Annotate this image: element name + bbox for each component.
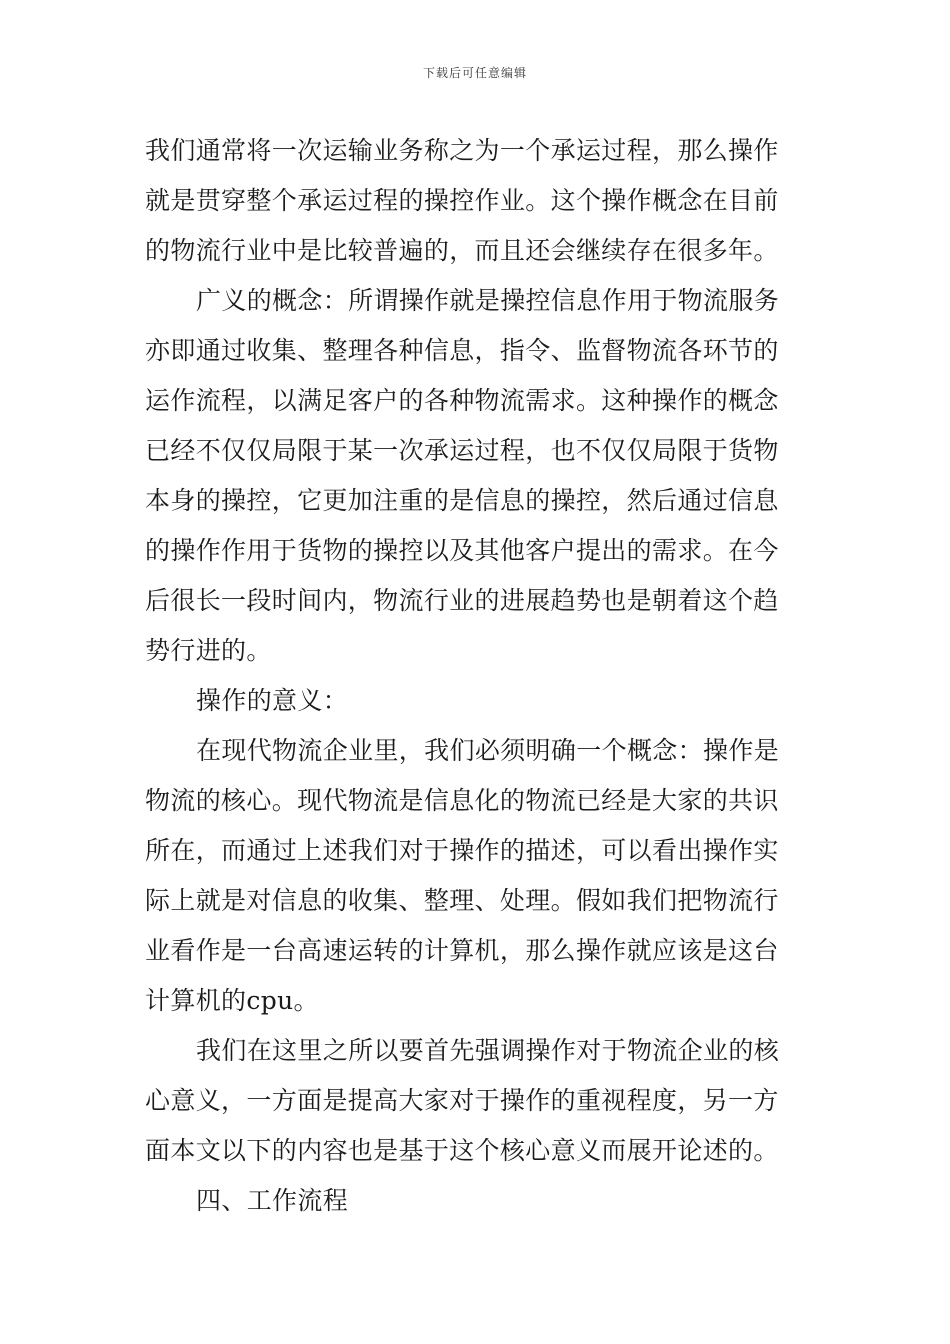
text-line: 的操作作用于货物的操控以及其他客户提出的需求。在今 — [145, 536, 779, 565]
text-line: 就是贯穿整个承运过程的操控作业。这个操作概念在目前 — [145, 186, 779, 215]
section-heading: 四、工作流程 — [196, 1186, 349, 1215]
text-line: 运作流程，以满足客户的各种物流需求。这种操作的概念 — [145, 386, 779, 415]
text-line: 物流的核心。现代物流是信息化的物流已经是大家的共识 — [145, 786, 779, 815]
text-line: 所在，而通过上述我们对于操作的描述，可以看出操作实 — [145, 836, 779, 865]
text-line: 广义的概念：所谓操作就是操控信息作用于物流服务 — [196, 286, 780, 315]
text-line: 心意义，一方面是提高大家对于操作的重视程度，另一方 — [145, 1086, 779, 1115]
text-line: 我们在这里之所以要首先强调操作对于物流企业的核 — [196, 1036, 780, 1065]
text-line: 在现代物流企业里，我们必须明确一个概念：操作是 — [196, 736, 780, 765]
text-line: 亦即通过收集、整理各种信息，指令、监督物流各环节的 — [145, 336, 779, 365]
document-body — [145, 126, 807, 1226]
page-header-note: 下载后可任意编辑 — [422, 66, 527, 80]
section-heading: 操作的意义： — [196, 686, 349, 715]
text-line: 本身的操控，它更加注重的是信息的操控，然后通过信息 — [145, 486, 779, 515]
text-line: 我们通常将一次运输业务称之为一个承运过程，那么操作 — [145, 136, 779, 165]
text-line: 面本文以下的内容也是基于这个核心意义而展开论述的。 — [145, 1136, 779, 1165]
text-line: 业看作是一台高速运转的计算机，那么操作就应该是这台 — [145, 936, 779, 965]
text-line: 计算机的cpu。 — [145, 986, 319, 1015]
text-line: 已经不仅仅局限于某一次承运过程，也不仅仅局限于货物 — [145, 436, 779, 465]
text-line: 际上就是对信息的收集、整理、处理。假如我们把物流行 — [145, 886, 779, 915]
text-line: 的物流行业中是比较普遍的，而且还会继续存在很多年。 — [145, 236, 779, 265]
text-line: 势行进的。 — [145, 636, 272, 665]
text-line: 后很长一段时间内，物流行业的进展趋势也是朝着这个趋 — [145, 586, 779, 615]
